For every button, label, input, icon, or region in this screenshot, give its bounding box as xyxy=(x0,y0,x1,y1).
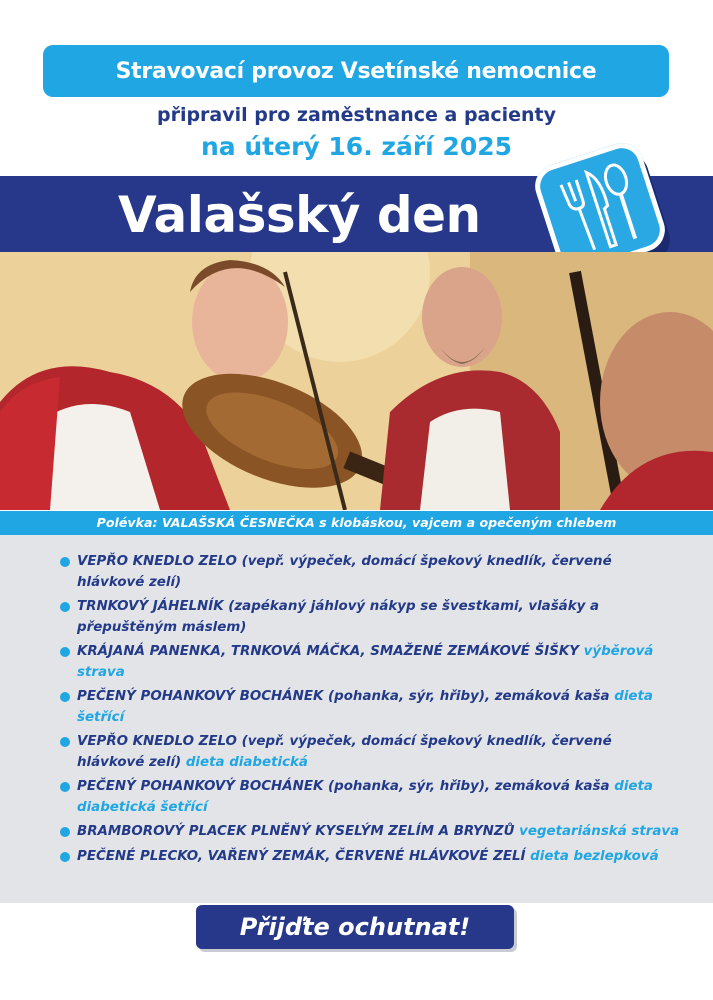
diet-label: dieta bezlepková xyxy=(530,848,659,864)
dish-name: KRÁJANÁ PANENKA, TRNKOVÁ MÁČKA, SMAŽENÉ ZEMÁKOVÉ ŠIŠKY xyxy=(77,644,579,659)
top-banner xyxy=(43,45,669,97)
diet-label: dieta diabetická šetřící xyxy=(77,779,653,815)
dish-name: PEČENÝ POHANKOVÝ BOCHÁNEK (pohanka, sýr, hřiby), zemáková kaša xyxy=(77,689,610,704)
bullet-dot xyxy=(60,602,70,612)
dish-name: VEPŘO KNEDLO ZELO (vepř. výpeček, domácí špekový knedlík, červené hlávkové zelí) xyxy=(77,554,612,590)
musicians-illustration xyxy=(0,252,713,510)
menu-item xyxy=(60,552,680,593)
bullet-dot xyxy=(60,692,70,702)
bullet-dot xyxy=(60,737,70,747)
diet-label: dieta šetřící xyxy=(77,689,653,725)
bullet-dot xyxy=(60,782,70,792)
diet-label: výběrová strava xyxy=(77,644,654,680)
dish-name: PEČENÝ POHANKOVÝ BOCHÁNEK (pohanka, sýr, hřiby), zemáková kaša xyxy=(77,779,610,794)
menu-item xyxy=(60,642,680,683)
cta-banner: Přijďte ochutnat! xyxy=(196,905,514,949)
bullet-dot xyxy=(60,827,70,837)
diet-label: vegetariánská strava xyxy=(519,824,680,839)
diet-label: dieta diabetická xyxy=(185,754,308,770)
page-title: Valašský den xyxy=(118,186,481,244)
menu-list xyxy=(60,552,680,871)
fork-knife-spoon-icon xyxy=(546,153,653,263)
soup-bar: Polévka: VALAŠSKÁ ČESNEČKA s klobáskou, vajcem a opečeným chlebem xyxy=(0,511,713,535)
menu-item xyxy=(60,777,680,818)
canteen-name: Stravovací provoz Vsetínské nemocnice xyxy=(115,58,597,84)
dish-name: VEPŘO KNEDLO ZELO (vepř. výpeček, domácí špekový knedlík, červené hlávkové zelí) xyxy=(77,734,612,770)
musicians-photo xyxy=(0,252,713,510)
dish-name: TRNKOVÝ JÁHELNÍK (zapékaný jáhlový nákyp se švestkami, vlašáky a přepuštěným máslem) xyxy=(77,599,600,635)
menu-item xyxy=(60,687,680,728)
menu-item xyxy=(60,732,680,773)
dish-name: PEČENÉ PLECKO, VAŘENÝ ZEMÁK, ČERVENÉ HLÁVKOVÉ ZELÍ xyxy=(77,848,526,864)
dish-name: BRAMBOROVÝ PLACEK PLNĚNÝ KYSELÝM ZELÍM A BRYNZŮ xyxy=(77,824,515,839)
bullet-dot xyxy=(60,647,70,657)
bullet-dot xyxy=(60,852,70,862)
menu-item xyxy=(60,822,680,843)
menu-item xyxy=(60,597,680,638)
date-line: na úterý 16. září 2025 xyxy=(201,132,512,161)
menu-item xyxy=(60,847,680,868)
bullet-dot xyxy=(60,557,70,567)
subtitle: připravil pro zaměstnance a pacienty xyxy=(156,104,557,126)
